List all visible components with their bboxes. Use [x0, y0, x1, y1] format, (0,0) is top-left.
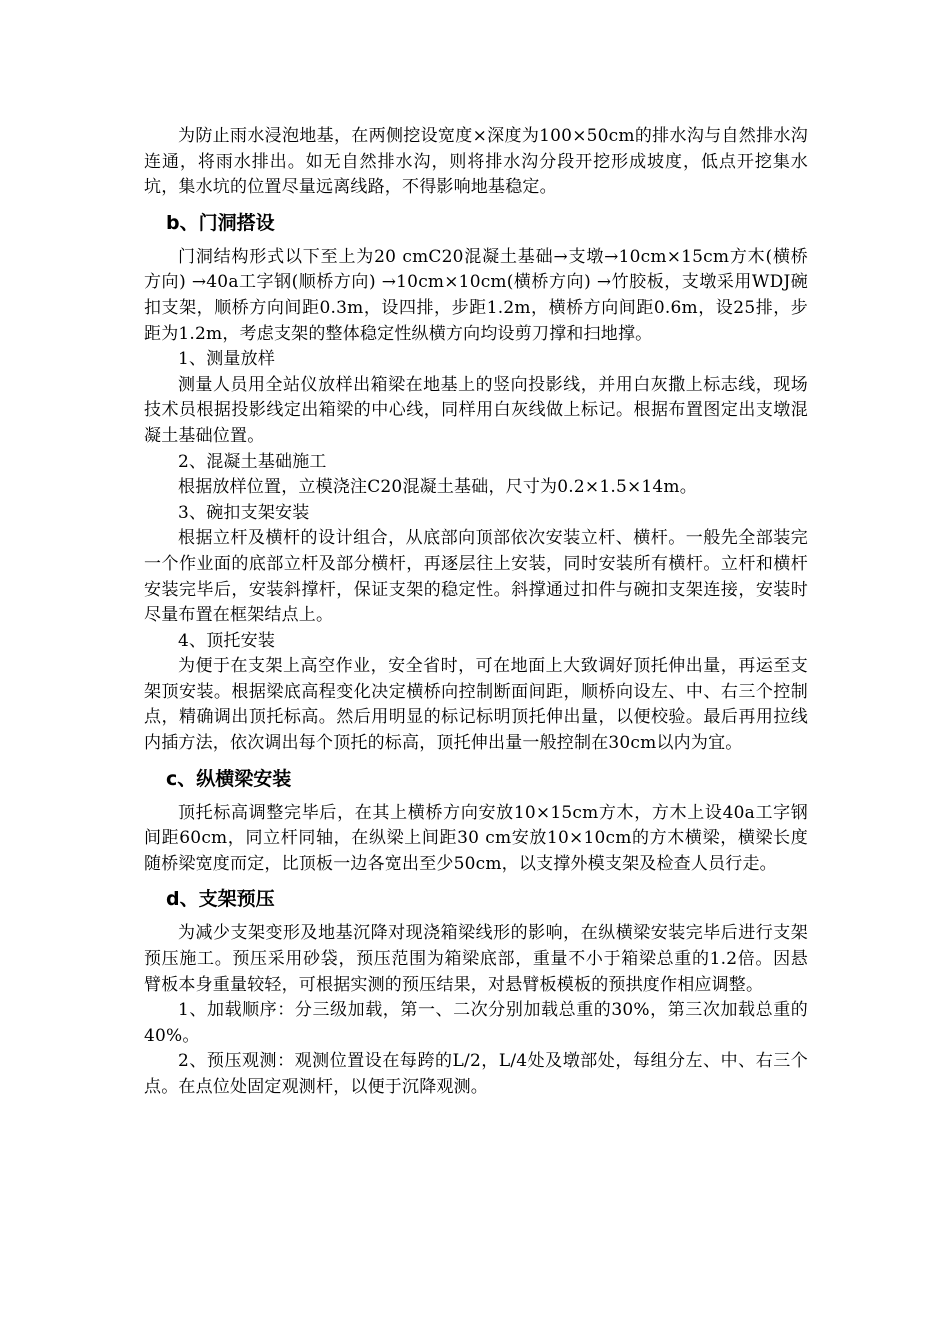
section-c-paragraph: 顶托标高调整完毕后，在其上横桥方向安放10×15cm方木，方木上设40a工字钢间距60cm，同立杆同轴，在纵梁上间距30 cm安放10×10cm的方木横梁，横梁长度随桥梁宽度而定，比顶板一边各宽出至少50cm，以支撑外模支架及检查人员行走。 [144, 802, 808, 874]
document-page [144, 124, 808, 1101]
item-2-text: 根据放样位置，立模浇注C20混凝土基础，尺寸为0.2×1.5×14m。 [178, 477, 697, 498]
section-d-heading: d、支架预压 [166, 888, 275, 911]
section-d-item-1: 1、加载顺序：分三级加载，第一、二次分别加载总重的30%，第三次加载总重的40%。 [144, 1000, 808, 1046]
section-d-item-2: 2、预压观测：观测位置设在每跨的L/2，L/4处及墩部处，每组分左、中、右三个点。在点位处固定观测杆，以便于沉降观测。 [144, 1051, 808, 1097]
item-4-title: 4、顶托安装 [178, 630, 276, 651]
section-b-paragraph: 门洞结构形式以下至上为20 cmC20混凝土基础→支墩→10cm×15cm方木(横桥方向) →40a工字钢(顺桥方向) →10cm×10cm(横桥方向) →竹胶板，支墩采用WDJ碗扣支架，顺桥方向间距0.3m，设四排，步距1.2m，横桥方向间距0.6m，设25排，步距为1.2m，考虑支架的整体稳定性纵横方向均设剪刀撑和扫地撑。 [144, 246, 808, 344]
intro-paragraph: 为防止雨水浸泡地基，在两侧挖设宽度×深度为100×50cm的排水沟与自然排水沟连通，将雨水排出。如无自然排水沟，则将排水沟分段开挖形成坡度，低点开挖集水坑，集水坑的位置尽量远离线路，不得影响地基稳定。 [144, 126, 808, 198]
item-2-title: 2、混凝土基础施工 [178, 451, 327, 472]
section-b-heading: b、门洞搭设 [166, 211, 275, 234]
item-3-text: 根据立杆及横杆的设计组合，从底部向顶部依次安装立杆、横杆。一般先全部装完一个作业面的底部立杆及部分横杆，再逐层往上安装，同时安装所有横杆。立杆和横杆安装完毕后，安装斜撑杆，保证支架的稳定性。斜撑通过扣件与碗扣支架连接，安装时尽量布置在框架结点上。 [144, 528, 808, 626]
section-d-paragraph: 为减少支架变形及地基沉降对现浇箱梁线形的影响，在纵横梁安装完毕后进行支架预压施工。预压采用砂袋，预压范围为箱梁底部，重量不小于箱梁总重的1.2倍。因悬臂板本身重量较轻，可根据实测的预压结果，对悬臂板模板的预拱度作相应调整。 [144, 923, 808, 995]
item-4-text: 为便于在支架上高空作业，安全省时，可在地面上大致调好顶托伸出量，再运至支架顶安装。根据梁底高程变化决定横桥向控制断面间距，顺桥向设左、中、右三个控制点，精确调出顶托标高。然后用明显的标记标明顶托伸出量，以便校验。最后再用拉线内插方法，依次调出每个顶托的标高，顶托伸出量一般控制在30cm以内为宜。 [144, 656, 808, 754]
item-1-title: 1、测量放样 [178, 349, 276, 370]
section-c-heading: c、纵横梁安装 [166, 767, 292, 790]
item-1-text: 测量人员用全站仪放样出箱梁在地基上的竖向投影线，并用白灰撒上标志线，现场技术员根据投影线定出箱梁的中心线，同样用白灰线做上标记。根据布置图定出支墩混凝土基础位置。 [144, 374, 808, 446]
item-3-title: 3、碗扣支架安装 [178, 502, 310, 523]
